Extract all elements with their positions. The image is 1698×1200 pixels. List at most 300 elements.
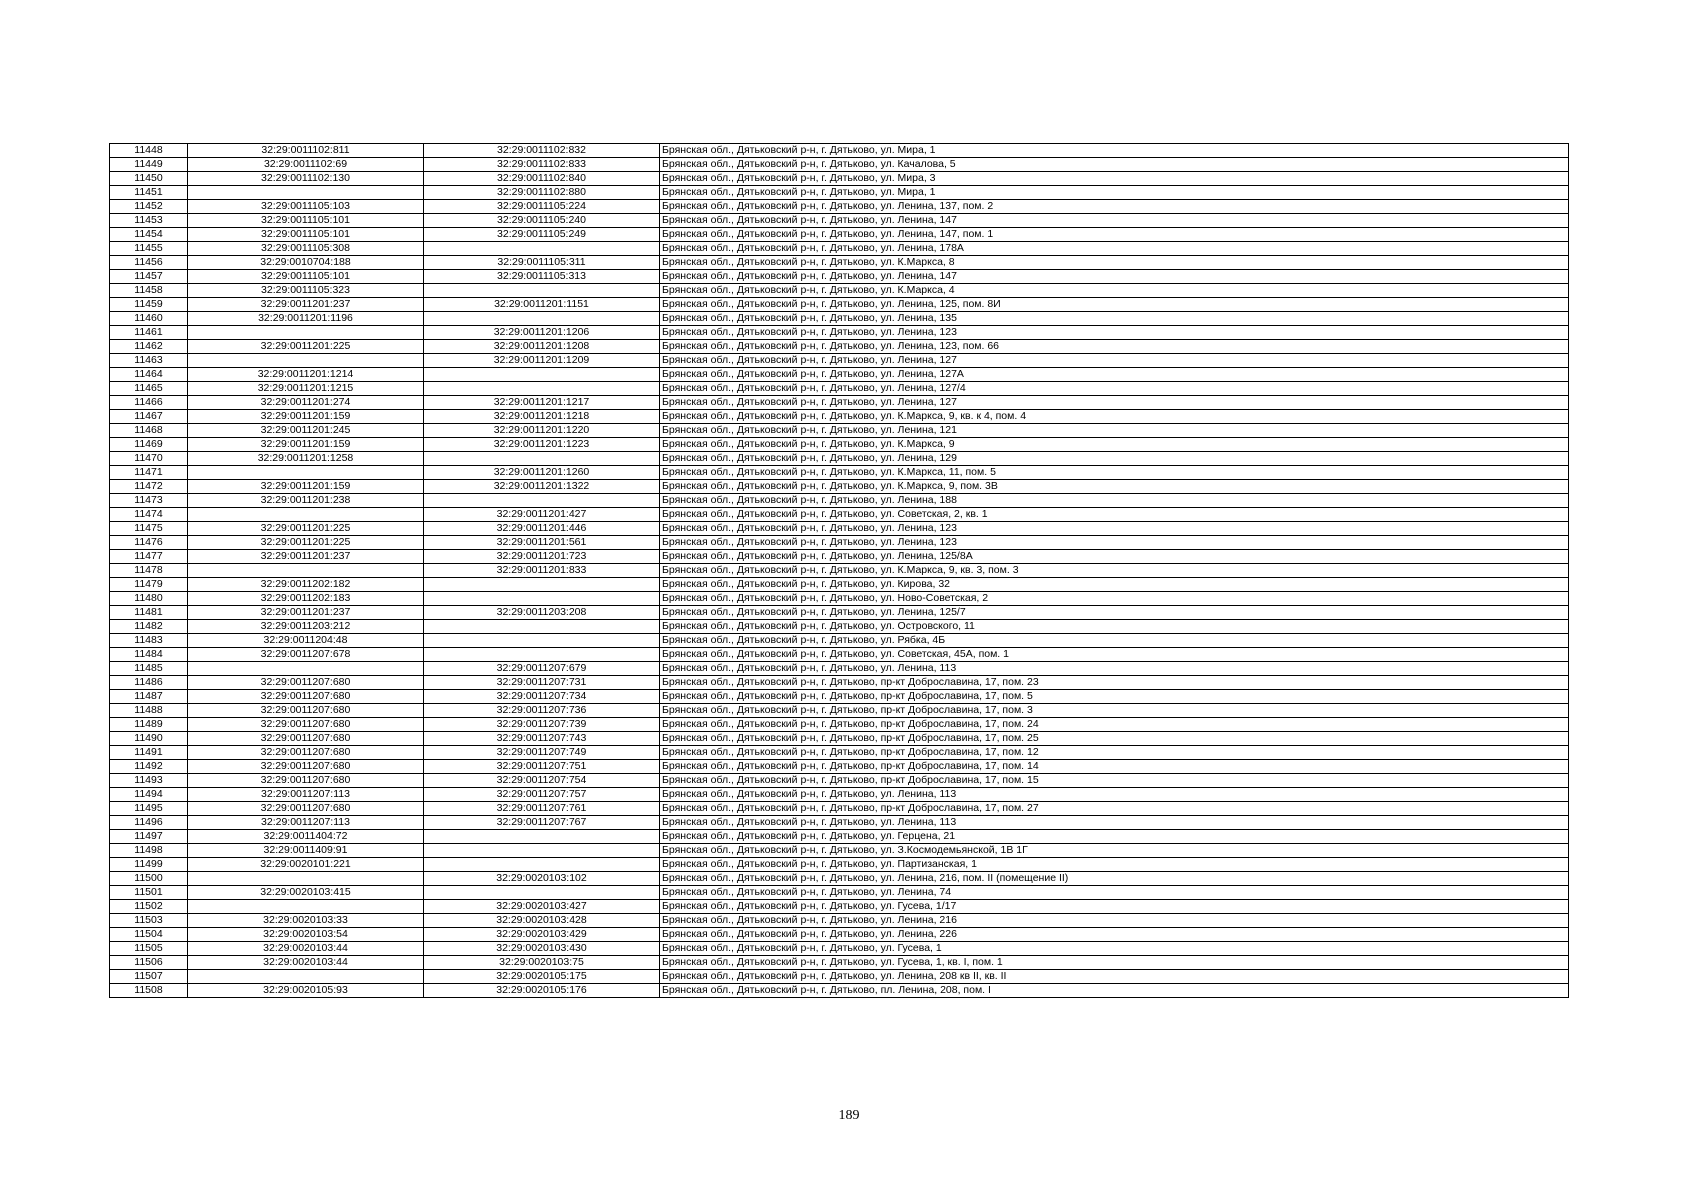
cadastral-number-cell: 32:29:0011207:739 (424, 718, 660, 732)
cadastral-number-parent-cell: 32:29:0011207:113 (188, 788, 424, 802)
row-number-cell: 11481 (110, 606, 188, 620)
page-number: 189 (838, 1108, 860, 1123)
row-number-cell: 11487 (110, 690, 188, 704)
address-cell: Брянская обл., Дятьковский р-н, г. Дятьково, ул. Ленина, 216 (660, 914, 1569, 928)
cadastral-number-parent-cell: 32:29:0011105:308 (188, 242, 424, 256)
table-row (110, 382, 1569, 396)
cadastral-number-parent-cell: 32:29:0011202:183 (188, 592, 424, 606)
cadastral-number-cell (424, 368, 660, 382)
table-row (110, 970, 1569, 984)
table-row (110, 858, 1569, 872)
row-number-cell: 11496 (110, 816, 188, 830)
cadastral-number-parent-cell (188, 508, 424, 522)
address-cell: Брянская обл., Дятьковский р-н, г. Дятьково, ул. Ленина, 127/4 (660, 382, 1569, 396)
row-number-cell: 11479 (110, 578, 188, 592)
address-cell: Брянская обл., Дятьковский р-н, г. Дятьково, пр-кт Доброславина, 17, пом. 14 (660, 760, 1569, 774)
address-cell: Брянская обл., Дятьковский р-н, г. Дятьково, ул. Рябка, 4Б (660, 634, 1569, 648)
cadastral-number-parent-cell (188, 354, 424, 368)
cadastral-number-parent-cell: 32:29:0011201:159 (188, 410, 424, 424)
row-number-cell: 11507 (110, 970, 188, 984)
cadastral-number-cell: 32:29:0011201:1217 (424, 396, 660, 410)
row-number-cell: 11505 (110, 942, 188, 956)
row-number-cell: 11463 (110, 354, 188, 368)
address-cell: Брянская обл., Дятьковский р-н, г. Дятьково, ул. К.Маркса, 9 (660, 438, 1569, 452)
cadastral-number-parent-cell (188, 186, 424, 200)
table-row (110, 802, 1569, 816)
row-number-cell: 11474 (110, 508, 188, 522)
cadastral-number-parent-cell: 32:29:0010704:188 (188, 256, 424, 270)
cadastral-number-parent-cell: 32:29:0011102:811 (188, 144, 424, 158)
cadastral-number-cell: 32:29:0020103:427 (424, 900, 660, 914)
table-row (110, 508, 1569, 522)
cadastral-number-parent-cell: 32:29:0011201:1215 (188, 382, 424, 396)
cadastral-number-cell: 32:29:0011201:561 (424, 536, 660, 550)
cadastral-number-parent-cell: 32:29:0011207:678 (188, 648, 424, 662)
address-cell: Брянская обл., Дятьковский р-н, г. Дятьково, ул. Качалова, 5 (660, 158, 1569, 172)
row-number-cell: 11480 (110, 592, 188, 606)
cadastral-number-parent-cell: 32:29:0011207:680 (188, 676, 424, 690)
row-number-cell: 11461 (110, 326, 188, 340)
table-row (110, 396, 1569, 410)
row-number-cell: 11450 (110, 172, 188, 186)
row-number-cell: 11476 (110, 536, 188, 550)
table-row (110, 648, 1569, 662)
row-number-cell: 11449 (110, 158, 188, 172)
cadastral-number-cell: 32:29:0011207:736 (424, 704, 660, 718)
cadastral-number-parent-cell: 32:29:0011207:680 (188, 732, 424, 746)
cadastral-number-cell (424, 648, 660, 662)
cadastral-number-cell (424, 634, 660, 648)
table-row (110, 242, 1569, 256)
table-row (110, 732, 1569, 746)
table-row (110, 480, 1569, 494)
table-row (110, 466, 1569, 480)
address-cell: Брянская обл., Дятьковский р-н, г. Дятьково, ул. К.Маркса, 4 (660, 284, 1569, 298)
table-row (110, 718, 1569, 732)
table-row (110, 900, 1569, 914)
cadastral-number-cell: 32:29:0011105:224 (424, 200, 660, 214)
row-number-cell: 11490 (110, 732, 188, 746)
address-cell: Брянская обл., Дятьковский р-н, г. Дятьково, ул. Ленина, 137, пом. 2 (660, 200, 1569, 214)
cadastral-number-cell: 32:29:0011203:208 (424, 606, 660, 620)
address-cell: Брянская обл., Дятьковский р-н, г. Дятьково, ул. З.Космодемьянской, 1В 1Г (660, 844, 1569, 858)
cadastral-number-parent-cell (188, 564, 424, 578)
row-number-cell: 11502 (110, 900, 188, 914)
cadastral-number-cell: 32:29:0020103:428 (424, 914, 660, 928)
table-row (110, 662, 1569, 676)
address-cell: Брянская обл., Дятьковский р-н, г. Дятьково, пр-кт Доброславина, 17, пом. 24 (660, 718, 1569, 732)
cadastral-number-cell (424, 242, 660, 256)
cadastral-number-parent-cell: 32:29:0011207:680 (188, 718, 424, 732)
cadastral-number-parent-cell: 32:29:0011201:1214 (188, 368, 424, 382)
address-cell: Брянская обл., Дятьковский р-н, г. Дятьково, ул. Ленина, 123 (660, 522, 1569, 536)
table-row (110, 354, 1569, 368)
table-row (110, 522, 1569, 536)
cadastral-number-parent-cell: 32:29:0020103:44 (188, 956, 424, 970)
row-number-cell: 11460 (110, 312, 188, 326)
row-number-cell: 11471 (110, 466, 188, 480)
table-row (110, 368, 1569, 382)
cadastral-number-cell: 32:29:0011207:754 (424, 774, 660, 788)
address-cell: Брянская обл., Дятьковский р-н, г. Дятьково, ул. Ленина, 188 (660, 494, 1569, 508)
cadastral-number-cell: 32:29:0011201:1151 (424, 298, 660, 312)
cadastral-number-parent-cell: 32:29:0011201:1258 (188, 452, 424, 466)
table-row (110, 424, 1569, 438)
address-cell: Брянская обл., Дятьковский р-н, г. Дятьково, ул. Ленина, 113 (660, 788, 1569, 802)
row-number-cell: 11467 (110, 410, 188, 424)
cadastral-number-cell: 32:29:0011207:757 (424, 788, 660, 802)
table-row (110, 984, 1569, 998)
table-row (110, 438, 1569, 452)
cadastral-number-parent-cell: 32:29:0011207:680 (188, 802, 424, 816)
cadastral-number-cell: 32:29:0011207:679 (424, 662, 660, 676)
cadastral-number-parent-cell: 32:29:0011207:680 (188, 704, 424, 718)
row-number-cell: 11457 (110, 270, 188, 284)
cadastral-number-cell: 32:29:0011207:743 (424, 732, 660, 746)
table-row (110, 284, 1569, 298)
cadastral-number-parent-cell: 32:29:0011201:225 (188, 340, 424, 354)
row-number-cell: 11459 (110, 298, 188, 312)
address-cell: Брянская обл., Дятьковский р-н, г. Дятьково, пр-кт Доброславина, 17, пом. 3 (660, 704, 1569, 718)
address-cell: Брянская обл., Дятьковский р-н, г. Дятьково, ул. Ленина, 127 (660, 354, 1569, 368)
cadastral-number-cell: 32:29:0011201:1206 (424, 326, 660, 340)
cadastral-number-cell: 32:29:0011201:1223 (424, 438, 660, 452)
table-row (110, 298, 1569, 312)
cadastral-number-cell (424, 578, 660, 592)
cadastral-number-cell: 32:29:0011201:1208 (424, 340, 660, 354)
table-row (110, 816, 1569, 830)
address-cell: Брянская обл., Дятьковский р-н, г. Дятьково, ул. Партизанская, 1 (660, 858, 1569, 872)
address-cell: Брянская обл., Дятьковский р-н, г. Дятьково, ул. Ленина, 135 (660, 312, 1569, 326)
row-number-cell: 11472 (110, 480, 188, 494)
address-cell: Брянская обл., Дятьковский р-н, г. Дятьково, ул. Ленина, 123, пом. 66 (660, 340, 1569, 354)
address-cell: Брянская обл., Дятьковский р-н, г. Дятьково, ул. Ленина, 125/7 (660, 606, 1569, 620)
cadastral-number-parent-cell: 32:29:0011102:69 (188, 158, 424, 172)
row-number-cell: 11455 (110, 242, 188, 256)
cadastral-number-cell: 32:29:0020105:176 (424, 984, 660, 998)
cadastral-number-cell: 32:29:0011105:249 (424, 228, 660, 242)
cadastral-number-parent-cell: 32:29:0011105:323 (188, 284, 424, 298)
address-cell: Брянская обл., Дятьковский р-н, г. Дятьково, ул. Ленина, 125/8А (660, 550, 1569, 564)
row-number-cell: 11464 (110, 368, 188, 382)
registry-table (109, 143, 1569, 998)
address-cell: Брянская обл., Дятьковский р-н, г. Дятьково, ул. Ленина, 226 (660, 928, 1569, 942)
cadastral-number-cell: 32:29:0011102:840 (424, 172, 660, 186)
address-cell: Брянская обл., Дятьковский р-н, г. Дятьково, ул. Ленина, 123 (660, 536, 1569, 550)
address-cell: Брянская обл., Дятьковский р-н, г. Дятьково, ул. Ленина, 147, пом. 1 (660, 228, 1569, 242)
cadastral-number-cell: 32:29:0011105:240 (424, 214, 660, 228)
address-cell: Брянская обл., Дятьковский р-н, г. Дятьково, ул. К.Маркса, 9, кв. к 4, пом. 4 (660, 410, 1569, 424)
address-cell: Брянская обл., Дятьковский р-н, г. Дятьково, ул. Герцена, 21 (660, 830, 1569, 844)
row-number-cell: 11458 (110, 284, 188, 298)
table-row (110, 956, 1569, 970)
cadastral-number-cell (424, 312, 660, 326)
cadastral-number-parent-cell: 32:29:0011201:237 (188, 606, 424, 620)
cadastral-number-parent-cell (188, 900, 424, 914)
cadastral-number-parent-cell (188, 872, 424, 886)
address-cell: Брянская обл., Дятьковский р-н, г. Дятьково, ул. К.Маркса, 11, пом. 5 (660, 466, 1569, 480)
cadastral-number-parent-cell: 32:29:0011207:113 (188, 816, 424, 830)
row-number-cell: 11484 (110, 648, 188, 662)
cadastral-number-parent-cell: 32:29:0011105:101 (188, 270, 424, 284)
address-cell: Брянская обл., Дятьковский р-н, г. Дятьково, ул. Ленина, 127 (660, 396, 1569, 410)
cadastral-number-cell (424, 494, 660, 508)
cadastral-number-parent-cell: 32:29:0011201:237 (188, 550, 424, 564)
table-row (110, 172, 1569, 186)
cadastral-number-cell: 32:29:0011201:427 (424, 508, 660, 522)
table-row (110, 256, 1569, 270)
table-row (110, 914, 1569, 928)
cadastral-number-parent-cell: 32:29:0011201:225 (188, 522, 424, 536)
table-row (110, 704, 1569, 718)
row-number-cell: 11498 (110, 844, 188, 858)
address-cell: Брянская обл., Дятьковский р-н, г. Дятьково, пр-кт Доброславина, 17, пом. 15 (660, 774, 1569, 788)
row-number-cell: 11488 (110, 704, 188, 718)
cadastral-number-cell: 32:29:0011201:1209 (424, 354, 660, 368)
address-cell: Брянская обл., Дятьковский р-н, г. Дятьково, ул. Ленина, 147 (660, 214, 1569, 228)
cadastral-number-parent-cell: 32:29:0011404:72 (188, 830, 424, 844)
row-number-cell: 11493 (110, 774, 188, 788)
cadastral-number-parent-cell: 32:29:0011201:225 (188, 536, 424, 550)
cadastral-number-parent-cell: 32:29:0011202:182 (188, 578, 424, 592)
cadastral-number-cell (424, 858, 660, 872)
row-number-cell: 11501 (110, 886, 188, 900)
cadastral-number-parent-cell: 32:29:0011201:1196 (188, 312, 424, 326)
cadastral-number-parent-cell: 32:29:0011201:238 (188, 494, 424, 508)
cadastral-number-parent-cell: 32:29:0011201:237 (188, 298, 424, 312)
row-number-cell: 11506 (110, 956, 188, 970)
address-cell: Брянская обл., Дятьковский р-н, г. Дятьково, ул. Островского, 11 (660, 620, 1569, 634)
cadastral-number-parent-cell (188, 662, 424, 676)
cadastral-number-parent-cell: 32:29:0011409:91 (188, 844, 424, 858)
table-row (110, 592, 1569, 606)
row-number-cell: 11503 (110, 914, 188, 928)
cadastral-number-cell (424, 284, 660, 298)
row-number-cell: 11491 (110, 746, 188, 760)
table-row (110, 410, 1569, 424)
row-number-cell: 11465 (110, 382, 188, 396)
cadastral-number-cell: 32:29:0011105:313 (424, 270, 660, 284)
table-row (110, 774, 1569, 788)
table-row (110, 186, 1569, 200)
row-number-cell: 11473 (110, 494, 188, 508)
row-number-cell: 11462 (110, 340, 188, 354)
cadastral-number-cell: 32:29:0011102:833 (424, 158, 660, 172)
cadastral-number-cell: 32:29:0011201:833 (424, 564, 660, 578)
row-number-cell: 11451 (110, 186, 188, 200)
table-row (110, 564, 1569, 578)
cadastral-number-parent-cell: 32:29:0011105:101 (188, 214, 424, 228)
row-number-cell: 11504 (110, 928, 188, 942)
address-cell: Брянская обл., Дятьковский р-н, г. Дятьково, ул. Ленина, 125, пом. 8И (660, 298, 1569, 312)
cadastral-number-cell: 32:29:0011102:880 (424, 186, 660, 200)
cadastral-number-cell (424, 830, 660, 844)
table-row (110, 928, 1569, 942)
table-row (110, 340, 1569, 354)
cadastral-number-parent-cell (188, 466, 424, 480)
cadastral-number-parent-cell: 32:29:0020103:44 (188, 942, 424, 956)
table-body (110, 144, 1569, 998)
row-number-cell: 11486 (110, 676, 188, 690)
cadastral-number-parent-cell: 32:29:0011105:103 (188, 200, 424, 214)
table-row (110, 144, 1569, 158)
cadastral-number-parent-cell: 32:29:0011105:101 (188, 228, 424, 242)
cadastral-number-cell (424, 382, 660, 396)
cadastral-number-parent-cell: 32:29:0020103:54 (188, 928, 424, 942)
row-number-cell: 11482 (110, 620, 188, 634)
address-cell: Брянская обл., Дятьковский р-н, г. Дятьково, ул. Ленина, 123 (660, 326, 1569, 340)
table-row (110, 326, 1569, 340)
address-cell: Брянская обл., Дятьковский р-н, г. Дятьково, ул. Ленина, 127А (660, 368, 1569, 382)
address-cell: Брянская обл., Дятьковский р-н, г. Дятьково, ул. К.Маркса, 8 (660, 256, 1569, 270)
table-row (110, 942, 1569, 956)
table-row (110, 830, 1569, 844)
cadastral-number-cell (424, 886, 660, 900)
cadastral-number-parent-cell: 32:29:0011102:130 (188, 172, 424, 186)
cadastral-number-cell: 32:29:0011201:723 (424, 550, 660, 564)
row-number-cell: 11468 (110, 424, 188, 438)
address-cell: Брянская обл., Дятьковский р-н, г. Дятьково, ул. Советская, 2, кв. 1 (660, 508, 1569, 522)
cadastral-number-cell: 32:29:0011201:446 (424, 522, 660, 536)
table-row (110, 746, 1569, 760)
cadastral-number-cell (424, 620, 660, 634)
table-row (110, 634, 1569, 648)
cadastral-number-cell (424, 452, 660, 466)
cadastral-number-cell: 32:29:0011207:751 (424, 760, 660, 774)
address-cell: Брянская обл., Дятьковский р-н, г. Дятьково, пр-кт Доброславина, 17, пом. 27 (660, 802, 1569, 816)
row-number-cell: 11456 (110, 256, 188, 270)
address-cell: Брянская обл., Дятьковский р-н, г. Дятьково, ул. Ленина, 129 (660, 452, 1569, 466)
table-row (110, 788, 1569, 802)
table-row (110, 494, 1569, 508)
table-row (110, 886, 1569, 900)
cadastral-number-cell: 32:29:0020103:429 (424, 928, 660, 942)
cadastral-number-cell: 32:29:0011201:1218 (424, 410, 660, 424)
cadastral-number-cell: 32:29:0011207:749 (424, 746, 660, 760)
address-cell: Брянская обл., Дятьковский р-н, г. Дятьково, ул. Кирова, 32 (660, 578, 1569, 592)
row-number-cell: 11497 (110, 830, 188, 844)
row-number-cell: 11499 (110, 858, 188, 872)
cadastral-number-cell: 32:29:0011201:1260 (424, 466, 660, 480)
row-number-cell: 11453 (110, 214, 188, 228)
table-row (110, 158, 1569, 172)
cadastral-number-cell: 32:29:0011105:311 (424, 256, 660, 270)
table-row (110, 620, 1569, 634)
table-row (110, 760, 1569, 774)
row-number-cell: 11478 (110, 564, 188, 578)
cadastral-number-parent-cell: 32:29:0020105:93 (188, 984, 424, 998)
address-cell: Брянская обл., Дятьковский р-н, г. Дятьково, пр-кт Доброславина, 17, пом. 12 (660, 746, 1569, 760)
address-cell: Брянская обл., Дятьковский р-н, г. Дятьково, ул. Гусева, 1 (660, 942, 1569, 956)
address-cell: Брянская обл., Дятьковский р-н, г. Дятьково, ул. Советская, 45А, пом. 1 (660, 648, 1569, 662)
cadastral-number-cell (424, 592, 660, 606)
cadastral-number-cell: 32:29:0011207:731 (424, 676, 660, 690)
table-row (110, 550, 1569, 564)
table-row (110, 228, 1569, 242)
address-cell: Брянская обл., Дятьковский р-н, г. Дятьково, ул. К.Маркса, 9, пом. 3В (660, 480, 1569, 494)
address-cell: Брянская обл., Дятьковский р-н, г. Дятьково, ул. Ленина, 113 (660, 816, 1569, 830)
cadastral-number-parent-cell: 32:29:0020103:33 (188, 914, 424, 928)
address-cell: Брянская обл., Дятьковский р-н, г. Дятьково, ул. Мира, 3 (660, 172, 1569, 186)
address-cell: Брянская обл., Дятьковский р-н, г. Дятьково, ул. Ленина, 74 (660, 886, 1569, 900)
table-row (110, 606, 1569, 620)
row-number-cell: 11500 (110, 872, 188, 886)
address-cell: Брянская обл., Дятьковский р-н, г. Дятьково, ул. Ленина, 178А (660, 242, 1569, 256)
cadastral-number-parent-cell: 32:29:0011201:245 (188, 424, 424, 438)
row-number-cell: 11477 (110, 550, 188, 564)
address-cell: Брянская обл., Дятьковский р-н, г. Дятьково, ул. Ленина, 208 кв II, кв. II (660, 970, 1569, 984)
cadastral-number-cell: 32:29:0011207:761 (424, 802, 660, 816)
row-number-cell: 11483 (110, 634, 188, 648)
table-row (110, 452, 1569, 466)
cadastral-number-parent-cell (188, 970, 424, 984)
cadastral-number-cell: 32:29:0011201:1322 (424, 480, 660, 494)
table-row (110, 872, 1569, 886)
cadastral-number-parent-cell: 32:29:0011207:680 (188, 774, 424, 788)
address-cell: Брянская обл., Дятьковский р-н, г. Дятьково, ул. Ленина, 216, пом. II (помещение II) (660, 872, 1569, 886)
row-number-cell: 11494 (110, 788, 188, 802)
address-cell: Брянская обл., Дятьковский р-н, г. Дятьково, ул. Гусева, 1/17 (660, 900, 1569, 914)
cadastral-number-cell: 32:29:0020105:175 (424, 970, 660, 984)
cadastral-number-cell: 32:29:0011207:767 (424, 816, 660, 830)
cadastral-number-parent-cell: 32:29:0020103:415 (188, 886, 424, 900)
cadastral-number-cell: 32:29:0011102:832 (424, 144, 660, 158)
table-row (110, 270, 1569, 284)
cadastral-number-parent-cell: 32:29:0011201:159 (188, 438, 424, 452)
row-number-cell: 11508 (110, 984, 188, 998)
address-cell: Брянская обл., Дятьковский р-н, г. Дятьково, ул. Гусева, 1, кв. I, пом. 1 (660, 956, 1569, 970)
cadastral-number-cell (424, 844, 660, 858)
cadastral-number-parent-cell: 32:29:0011203:212 (188, 620, 424, 634)
row-number-cell: 11470 (110, 452, 188, 466)
cadastral-number-cell: 32:29:0011207:734 (424, 690, 660, 704)
address-cell: Брянская обл., Дятьковский р-н, г. Дятьково, пр-кт Доброславина, 17, пом. 5 (660, 690, 1569, 704)
cadastral-number-cell: 32:29:0011201:1220 (424, 424, 660, 438)
row-number-cell: 11489 (110, 718, 188, 732)
table-row (110, 578, 1569, 592)
cadastral-number-parent-cell: 32:29:0011207:680 (188, 760, 424, 774)
row-number-cell: 11495 (110, 802, 188, 816)
cadastral-number-parent-cell: 32:29:0011201:274 (188, 396, 424, 410)
address-cell: Брянская обл., Дятьковский р-н, г. Дятьково, ул. Ново-Советская, 2 (660, 592, 1569, 606)
row-number-cell: 11448 (110, 144, 188, 158)
cadastral-number-parent-cell (188, 326, 424, 340)
table-row (110, 200, 1569, 214)
address-cell: Брянская обл., Дятьковский р-н, г. Дятьково, ул. Мира, 1 (660, 144, 1569, 158)
row-number-cell: 11492 (110, 760, 188, 774)
row-number-cell: 11469 (110, 438, 188, 452)
cadastral-number-cell: 32:29:0020103:75 (424, 956, 660, 970)
address-cell: Брянская обл., Дятьковский р-н, г. Дятьково, пр-кт Доброславина, 17, пом. 23 (660, 676, 1569, 690)
cadastral-number-parent-cell: 32:29:0020101:221 (188, 858, 424, 872)
cadastral-number-parent-cell: 32:29:0011204:48 (188, 634, 424, 648)
address-cell: Брянская обл., Дятьковский р-н, г. Дятьково, ул. К.Маркса, 9, кв. 3, пом. 3 (660, 564, 1569, 578)
address-cell: Брянская обл., Дятьковский р-н, г. Дятьково, ул. Ленина, 121 (660, 424, 1569, 438)
cadastral-number-parent-cell: 32:29:0011201:159 (188, 480, 424, 494)
table-row (110, 844, 1569, 858)
address-cell: Брянская обл., Дятьковский р-н, г. Дятьково, ул. Мира, 1 (660, 186, 1569, 200)
row-number-cell: 11475 (110, 522, 188, 536)
cadastral-number-cell: 32:29:0020103:430 (424, 942, 660, 956)
address-cell: Брянская обл., Дятьковский р-н, г. Дятьково, ул. Ленина, 147 (660, 270, 1569, 284)
row-number-cell: 11452 (110, 200, 188, 214)
row-number-cell: 11466 (110, 396, 188, 410)
address-cell: Брянская обл., Дятьковский р-н, г. Дятьково, пр-кт Доброславина, 17, пом. 25 (660, 732, 1569, 746)
cadastral-number-parent-cell: 32:29:0011207:680 (188, 746, 424, 760)
row-number-cell: 11485 (110, 662, 188, 676)
address-cell: Брянская обл., Дятьковский р-н, г. Дятьково, ул. Ленина, 113 (660, 662, 1569, 676)
table-row (110, 690, 1569, 704)
